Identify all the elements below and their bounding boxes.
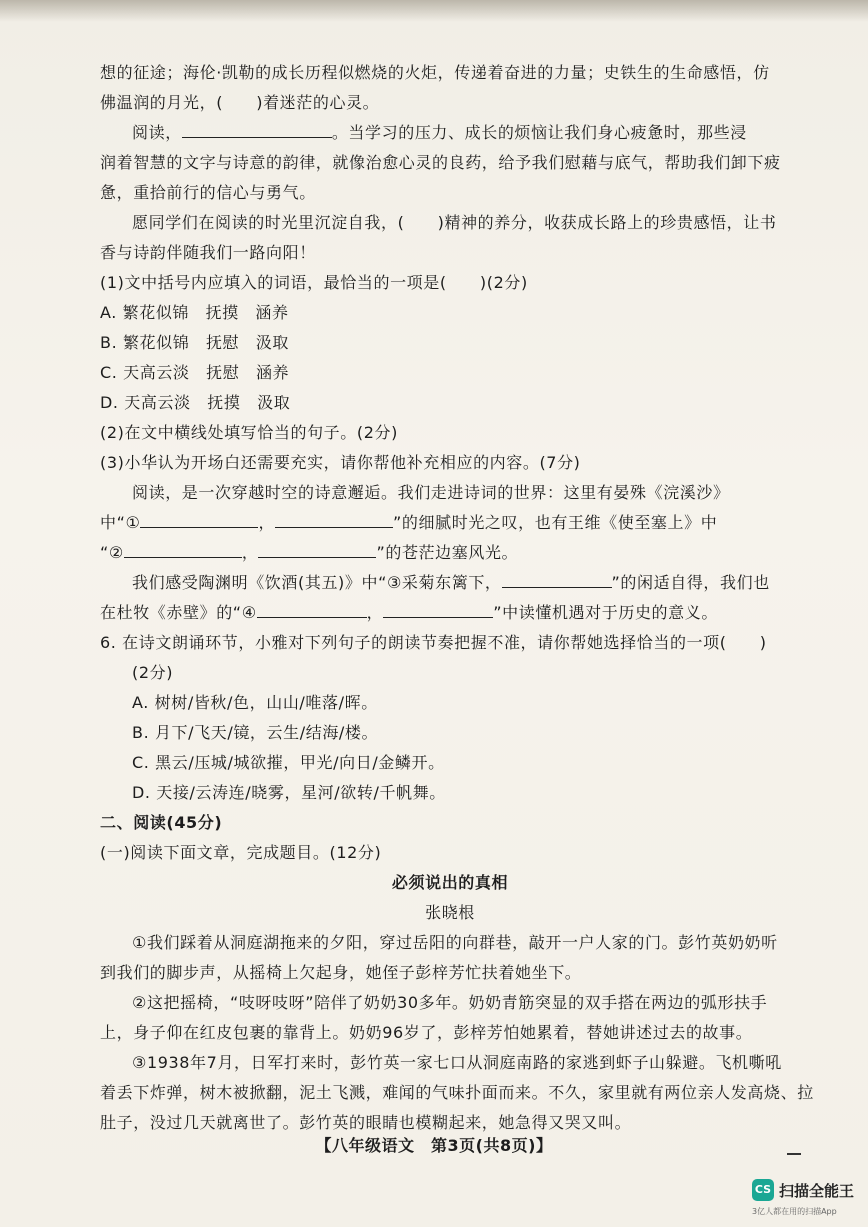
text-segment: C. 天高云淡 抚慰 涵养: [100, 363, 290, 382]
answer-blank[interactable]: [275, 508, 393, 528]
text-line: [100, 598, 800, 628]
text-segment: 6. 在诗文朗诵环节，小雅对下列句子的朗读节奏把握不准，请你帮她选择恰当的一项( ): [100, 633, 767, 652]
answer-blank[interactable]: [502, 568, 612, 588]
answer-blank[interactable]: [140, 508, 258, 528]
text-line: [100, 478, 800, 508]
text-segment: ，: [366, 603, 384, 622]
text-segment: 阅读，是一次穿越时空的诗意邂逅。我们走进诗词的世界：这里有晏殊《浣溪沙》: [132, 483, 730, 502]
text-segment: 在杜牧《赤壁》的“④: [100, 603, 257, 622]
text-line: [100, 838, 800, 868]
answer-blank[interactable]: [182, 118, 332, 138]
text-segment: ①我们踩着从洞庭湖拖来的夕阳，穿过岳阳的向群巷，敲开一户人家的门。彭竹英奶奶听: [132, 933, 778, 952]
answer-blank[interactable]: [257, 598, 367, 618]
text-line: [100, 958, 800, 988]
text-segment: (3)小华认为开场白还需要充实，请你帮他补充相应的内容。(7分): [100, 453, 581, 472]
text-segment: 张晓根: [425, 903, 475, 922]
text-segment: B. 月下/飞天/镜，云生/结海/楼。: [132, 723, 379, 742]
text-line: [100, 118, 800, 148]
answer-blank[interactable]: [124, 538, 242, 558]
text-line: [100, 538, 800, 568]
text-line: [100, 88, 800, 118]
text-segment: 肚子，没过几天就离世了。彭竹英的眼睛也模糊起来，她急得又哭又叫。: [100, 1113, 632, 1132]
text-segment: (2)在文中横线处填写恰当的句子。(2分): [100, 423, 398, 442]
text-line: [100, 748, 800, 778]
text-line: [100, 238, 800, 268]
document-body: [100, 58, 814, 1138]
text-segment: ，: [258, 513, 276, 532]
text-line: [100, 418, 800, 448]
text-segment: C. 黑云/压城/城欲摧，甲光/向日/金鳞开。: [132, 753, 445, 772]
text-line: [100, 358, 800, 388]
text-line: [100, 898, 800, 928]
text-line: [100, 628, 800, 658]
text-segment: “②: [100, 543, 124, 562]
text-segment: 。当学习的压力、成长的烦恼让我们身心疲惫时，那些浸: [331, 123, 747, 142]
text-line: [100, 148, 800, 178]
text-line: [100, 508, 800, 538]
text-segment: 愿同学们在阅读的时光里沉淀自我，( )精神的养分，收获成长路上的珍贵感悟，让书: [132, 213, 777, 232]
text-segment: 阅读，: [132, 123, 182, 142]
text-line: [100, 448, 800, 478]
text-line: [100, 298, 800, 328]
text-segment: ”的闲适自得，我们也: [611, 573, 770, 592]
scanner-watermark: [752, 1179, 854, 1201]
text-line: [100, 178, 800, 208]
text-segment: 中“①: [100, 513, 141, 532]
text-line: [100, 718, 800, 748]
text-segment: 润着智慧的文字与诗意的韵律，就像治愈心灵的良药，给予我们慰藉与底气，帮助我们卸下疲: [100, 153, 781, 172]
text-line: [100, 928, 800, 958]
text-line: [100, 1018, 800, 1048]
text-line: [100, 208, 800, 238]
text-segment: 佛温润的月光，( )着迷茫的心灵。: [100, 93, 380, 112]
text-segment: ②这把摇椅，“吱呀吱呀”陪伴了奶奶30多年。奶奶青筋突显的双手搭在两边的弧形扶手: [132, 993, 768, 1012]
text-line: [100, 388, 800, 418]
text-segment: 我们感受陶渊明《饮酒(其五)》中“③采菊东篱下，: [132, 573, 502, 592]
text-segment: 二、阅读(45分): [100, 813, 223, 832]
text-line: [100, 688, 800, 718]
text-line: [100, 58, 800, 88]
page-footer: 【八年级语文 第3页(共8页)】: [315, 1136, 553, 1155]
camscanner-logo-icon: CS: [752, 1179, 774, 1201]
scanner-tagline: 3亿人都在用的扫描App: [752, 1207, 837, 1216]
text-segment: 必须说出的真相: [391, 873, 509, 892]
text-segment: A. 树树/皆秋/色，山山/唯落/晖。: [132, 693, 378, 712]
text-segment: A. 繁花似锦 抚摸 涵养: [100, 303, 289, 322]
text-segment: 惫，重拾前行的信心与勇气。: [100, 183, 316, 202]
text-segment: (1)文中括号内应填入的词语，最恰当的一项是( )(2分): [100, 273, 528, 292]
text-segment: (2分): [132, 663, 174, 682]
answer-blank[interactable]: [258, 538, 376, 558]
text-line: [100, 808, 800, 838]
text-segment: ③1938年7月，日军打来时，彭竹英一家七口从洞庭南路的家逃到虾子山躲避。飞机嘶吼: [132, 1053, 782, 1072]
text-segment: ，: [241, 543, 259, 562]
text-segment: 上，身子仰在红皮包裹的靠背上。奶奶96岁了，彭梓芳怕她累着，替她讲述过去的故事。: [100, 1023, 753, 1042]
text-segment: D. 天接/云涛连/晓雾，星河/欲转/千帆舞。: [132, 783, 446, 802]
text-segment: B. 繁花似锦 抚慰 汲取: [100, 333, 289, 352]
text-line: [100, 1078, 814, 1108]
text-segment: D. 天高云淡 抚摸 汲取: [100, 393, 291, 412]
text-line: [100, 568, 800, 598]
text-segment: 到我们的脚步声，从摇椅上欠起身，她侄子彭梓芳忙扶着她坐下。: [100, 963, 582, 982]
text-line: [100, 1048, 800, 1078]
text-line: [100, 328, 800, 358]
text-segment: 香与诗韵伴随我们一路向阳！: [100, 243, 316, 262]
text-line: [100, 268, 800, 298]
text-line: [100, 778, 800, 808]
scanner-app-name: 扫描全能王: [779, 1181, 855, 1200]
text-segment: ”中读懂机遇对于历史的意义。: [493, 603, 718, 622]
text-line: [100, 988, 800, 1018]
scan-edge-shadow: [0, 0, 868, 22]
text-segment: ”的苍茫边塞风光。: [376, 543, 519, 562]
text-segment: ”的细腻时光之叹，也有王维《使至塞上》中: [393, 513, 718, 532]
text-segment: (一)阅读下面文章，完成题目。(12分): [100, 843, 382, 862]
text-segment: 想的征途；海伦·凯勒的成长历程似燃烧的火炬，传递着奋进的力量；史铁生的生命感悟，仿: [100, 63, 770, 82]
text-segment: 着丢下炸弹，树木被掀翻，泥土飞溅，难闻的气味扑面而来。不久，家里就有两位亲人发高烧、拉: [100, 1083, 814, 1102]
text-line: [100, 868, 800, 898]
answer-blank[interactable]: [383, 598, 493, 618]
text-line: [100, 658, 800, 688]
footer-dash: [787, 1153, 801, 1155]
